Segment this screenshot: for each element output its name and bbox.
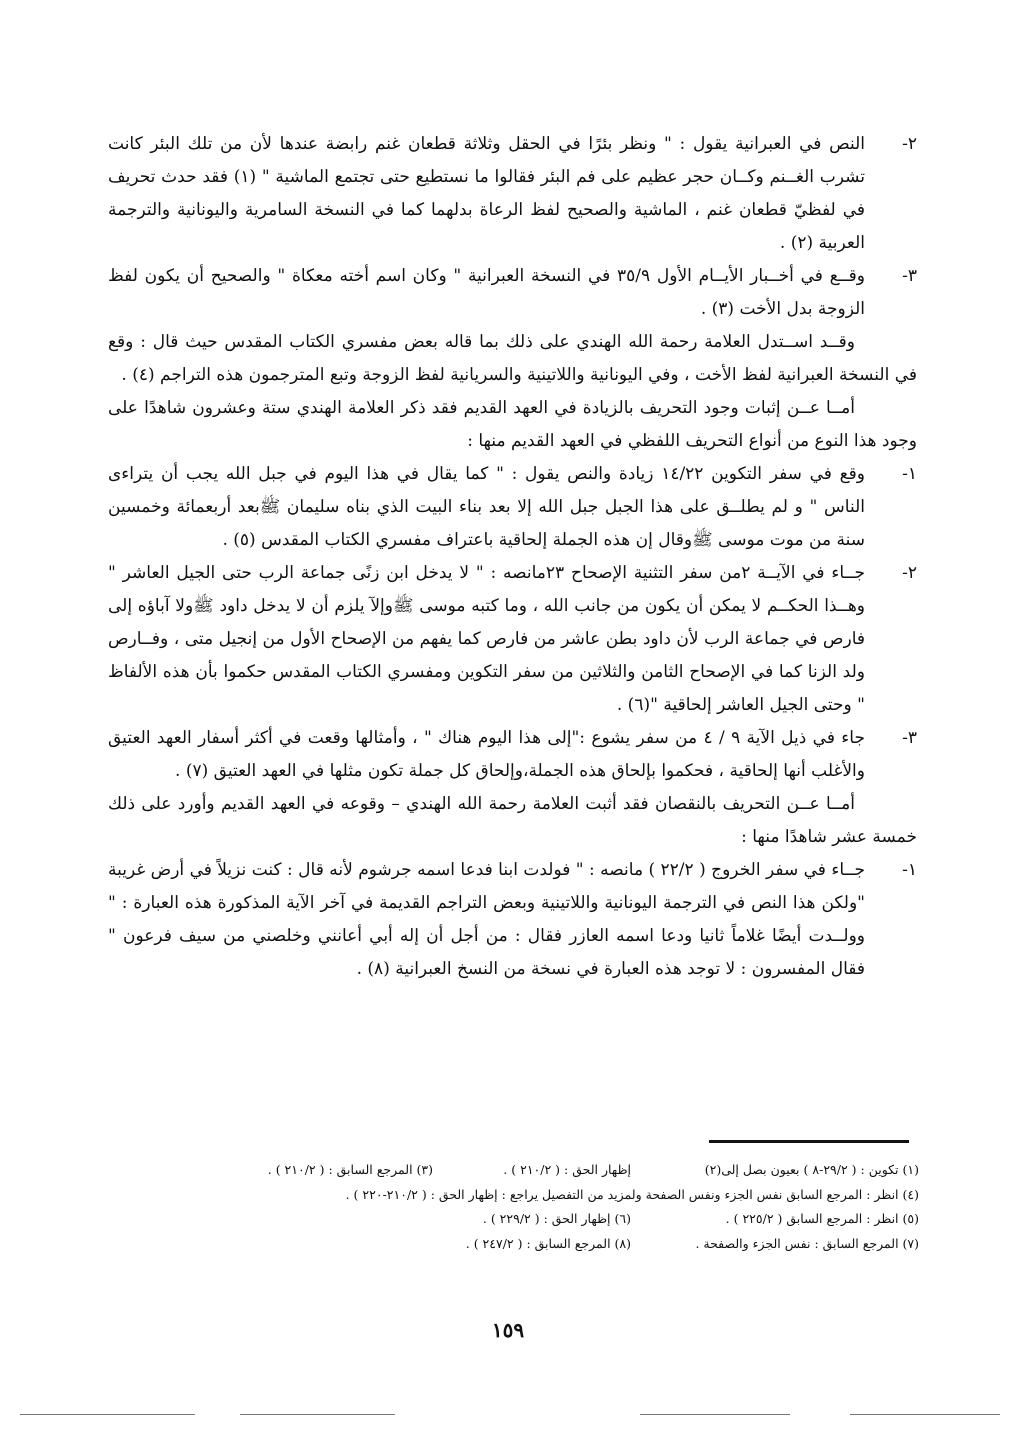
item-number: ٣- [902, 728, 917, 748]
footnote: (٣) المرجع السابق : ( ٢١٠/٢ ) . [267, 1162, 433, 1177]
list-item [108, 854, 917, 986]
footnote-row [99, 1207, 919, 1232]
footnote-divider [709, 1140, 909, 1143]
main-text [108, 128, 917, 986]
paragraph: وقــد اســتدل العلامة رحمة الله الهندي على ذلك بما قاله بعض مفسري الكتاب المقدس حيث قال : وقع في النسخة العبرانية لفظ الأخت ، وفي اليونانية واللاتينية والسريانية لفظ الزوجة وتبع المترجمون هذه التراجم (٤) . [108, 332, 917, 385]
list-item [108, 557, 917, 722]
item-text: جــاء في سفر الخروج ( ٢٢/٢ ) مانصه : " فولدت ابنا فدعا اسمه جرشوم لأنه قال : كنت نزيلاً في أرض غريبة "ولكن هذا النص في الترجمة اليونانية واللاتينية وبعض التراجم القديمة في آخر الآية المذكورة هذه العبارة : " وولــدت أيضًا غلاماً ثانيا ودعا اسمه العازر فقال : من أجل أن إله أبي أعانني وخلصني من سيف فرعون " فقال المفسرون : لا توجد هذه العبارة في نسخة من النسخ العبرانية (٨) . [108, 860, 865, 979]
list-item [108, 260, 917, 326]
footnote-row [99, 1183, 919, 1208]
item-text: النص في العبرانية يقول : " ونظر بئرًا في الحقل وثلاثة قطعان غنم رابضة عندها لأن من تلك البئر كانت تشرب الغــنم وكــان حجر عظيم على فم البئر فقالوا ما نستطيع حتى تجتمع الماشية " (١) فقد حدث تحريف في لفظيّ قطعان غنم ، الماشية والصحيح لفظ الرعاة بدلهما كما في النسخة السامرية واليونانية والترجمة العربية (٢) . [108, 134, 866, 253]
item-number: ٣- [902, 266, 917, 286]
footnotes [99, 1158, 919, 1256]
list-item [108, 128, 917, 260]
paragraph: أمــا عــن إثبات وجود التحريف بالزيادة في العهد القديم فقد ذكر العلامة الهندي ستة وعشرون شاهدًا على وجود هذا النوع من أنواع التحريف اللفظي في العهد القديم منها : [108, 398, 917, 451]
footnote-row [99, 1158, 919, 1183]
page-number: ١٥٩ [491, 1318, 525, 1342]
item-text: جاء في ذيل الآية ٩ / ٤ من سفر يشوع :"إلى هذا اليوم هناك " ، وأمثالها وقعت في أكثر أسفار العهد العتيق والأغلب أنها إلحاقية ، فحكموا بإلحاق هذه الجملة،وإلحاق كل جملة تكون مثلها في العهد العتيق (٧) . [108, 728, 865, 781]
item-number: ٢- [902, 134, 917, 154]
list-item [108, 458, 917, 557]
scan-edge-line [240, 1414, 395, 1415]
footnote: (٦) إظهار الحق : ( ٢٢٩/٢ ) . [482, 1211, 631, 1226]
scan-edge-line [850, 1414, 1000, 1415]
footnote: (١) تكوين : ( ٢٩/٢-٨ ) بعيون بصل إلى(٢) [704, 1162, 919, 1177]
footnote: (٨) المرجع السابق : ( ٢٤٧/٢ ) . [465, 1235, 631, 1251]
footnote: إظهار الحق : ( ٢١٠/٢ ) . [503, 1162, 631, 1177]
footnote: (٥) انظر : المرجع السابق ( ٢٢٥/٢ ) . [725, 1211, 919, 1226]
paragraph: أمــا عــن التحريف بالنقصان فقد أثبت العلامة رحمة الله الهندي – وقوعه في العهد القديم وأورد على ذلك خمسة عشر شاهدًا منها : [108, 794, 917, 847]
item-number: ١- [902, 464, 917, 484]
list-item [108, 722, 917, 788]
footnote: (٧) المرجع السابق : نفس الجزء والصفحة . [695, 1235, 919, 1251]
item-number: ٢- [902, 563, 917, 583]
footnote-row [99, 1232, 919, 1257]
item-number: ١- [902, 860, 917, 880]
item-text: جــاء في الآيــة ٢من سفر التثنية الإصحاح ٢٣مانصه : " لا يدخل ابن زنًى جماعة الرب حتى الجيل العاشر " وهــذا الحكــم لا يمكن أن يكون من جانب الله ، وما كتبه موسى ﷺوإلآ يلزم أن لا يدخل داود ﷺولا آباؤه إلى فارص في جماعة الرب لأن داود بطن عاشر من فارص كما يفهم من الإصحاح الأول من إنجيل متى ، وفــارص ولد الزنا كما في الإصحاح الثامن والثلاثين من سفر التكوين ومفسري الكتاب المقدس حكموا بأن هذه الألفاظ " وحتى الجيل العاشر إلحاقية "(٦) . [108, 563, 865, 715]
scan-edge-line [20, 1414, 195, 1415]
footnote: (٤) انظر : المرجع السابق نفس الجزء ونفس الصفحة ولمزيد من التفصيل يراجع : إظهار الحق : ( ٢١٠/٢-٢٢٠ ) . [345, 1186, 919, 1202]
item-text: وقــع في أخــبار الأيــام الأول ٣٥/٩ في النسخة العبرانية " وكان اسم أخته معكاة " والصحيح أن يكون لفظ الزوجة بدل الأخت (٣) . [108, 266, 865, 319]
item-text: وقع في سفر التكوين ١٤/٢٢ زيادة والنص يقول : " كما يقال في هذا اليوم في جبل الله يجب أن يتراءى الناس " و لم يطلــق على هذا الجبل جبل الله إلا بعد بناء البيت الذي بناه سليمان ﷺبعد أربعمائة وخمسين سنة من موت موسى ﷺوقال إن هذه الجملة إلحاقية باعتراف مفسري الكتاب المقدس (٥) . [108, 464, 865, 550]
scan-edge-line [640, 1414, 790, 1415]
